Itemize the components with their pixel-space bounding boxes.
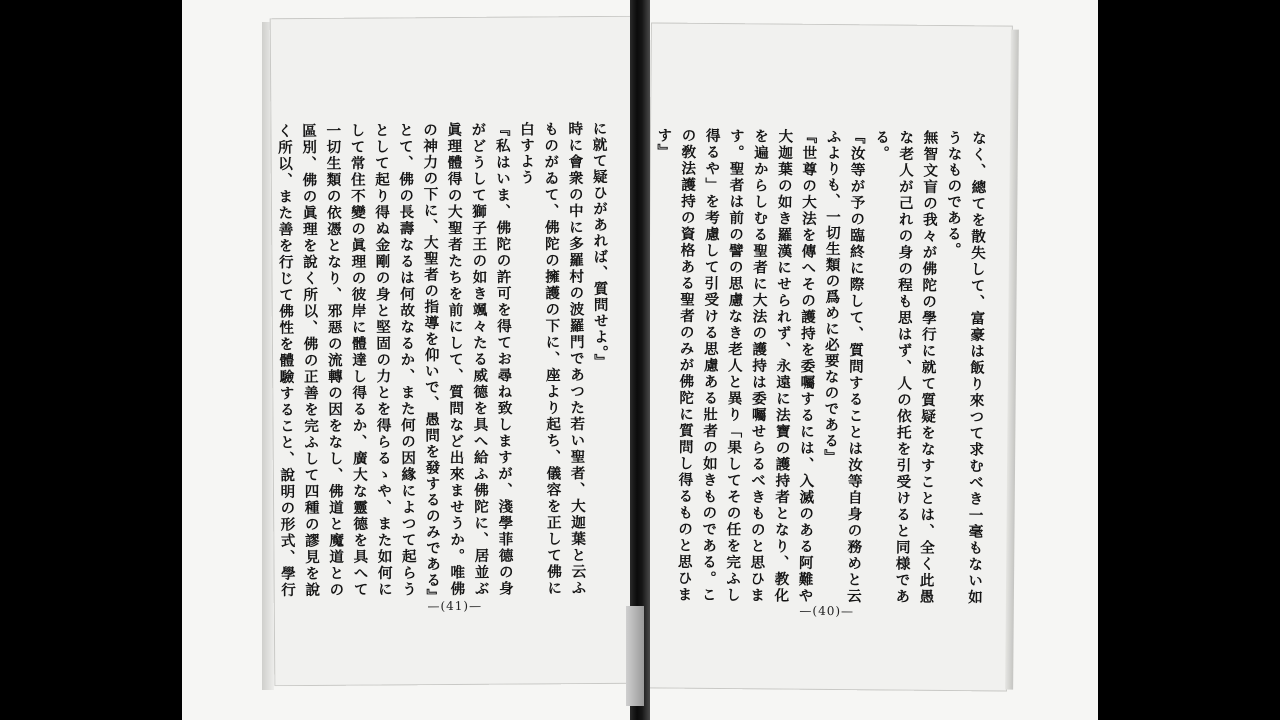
page-text-left — [270, 121, 613, 598]
book-gutter-lower — [626, 606, 644, 706]
page-number-left: —(41)— — [427, 598, 483, 614]
paragraph: 『私はいま、佛陀の許可を得てお尋ね致しますが、淺學菲德の身がどうして獅子王の如き颯々たる威德を具へ給ふ佛陀に、居並ぶ眞理體得の大聖者たちを前にして、質問など出來ませうか。唯佛の神力の下に、大聖者の指導を仰いで、愚問を發するのみである』とて、佛の長壽なるは何故なるか、また何の因緣によつて起らうとして起り得ぬ金剛の身と堅固の力とを得らるゝや、また如何にして常住不變の眞理の彼岸に體達し得るか、廣大な靈德を具へて一切生類の依憑となり、邪惡の流轉の因をなし、佛道と魔道との區別、佛の眞理を說く所以、佛の正善を完ふして四種の謬見を說く所以、また善を行じて佛性を體驗すること、說明の形式、學行の圓修など總て三十四の問題に關して質問を發し、その解答を求めた。 — [275, 121, 514, 599]
page-text-right — [646, 127, 990, 605]
paragraph: に就て疑ひがあれば、質問せよ。』 — [590, 120, 610, 370]
book-page-right — [645, 22, 1013, 691]
page-number-right: —(40)— — [799, 603, 855, 619]
paragraph: なく、總てを散失して、富豪は飯り來つて求むべき一毫もない如うなものである。 — [944, 130, 987, 606]
paragraph: 時に會衆の中に多羅村の波羅門であつた若い聖者、大迦葉と云ふものがゐて、佛陀の擁護の下に、座より起ち、儀容を正して佛に白すよう — [517, 121, 587, 597]
paragraph: 無智文盲の我々が佛陀の學行に就て質疑をなすことは、全く此愚な老人が己れの身の程も思はず、人の依托を引受けると同様である。 — [872, 129, 939, 605]
book-page-left — [270, 16, 637, 687]
paragraph: 『汝等が予の臨終に際して、質問することは汝等自身の務めと云ふよりも、一切生類の爲めに必要なのである』 — [821, 128, 866, 605]
paragraph: 『世尊の大法を傳へその護持を委囑するには、入滅のある阿難や大迦葉の如き羅漢にせられず、永遠に法寶の護持者となり、教化を遍からしむる聖者に大法の護持は委囑せらるべきものと思ひます。聖者は前の譬の思慮なき老人と異り「果してその任を完ふし得るや」を考慮して引受ける思慮ある壯者の如きものである。この敎法護持の資格ある聖者のみが佛陀に質問し得るものと思ひます』 — [655, 127, 818, 604]
